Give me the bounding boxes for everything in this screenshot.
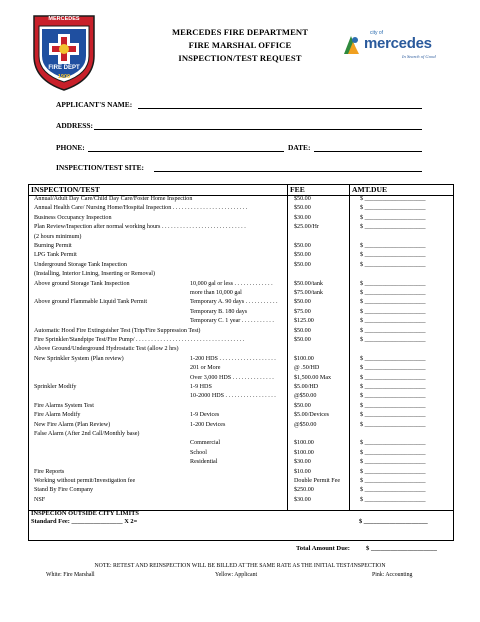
row-amount-field[interactable]: $ ____________________ xyxy=(360,421,426,428)
row-detail: 1-200 HDS . . . . . . . . . . . . . . . . . . . xyxy=(190,355,276,362)
row-description: Fire Sprinkler/Standpipe Test/Fire Pump/ . . . . . . . . . . . . . . . . . . . . . . . . . . . . . . . . . . . . xyxy=(34,337,245,343)
table-row xyxy=(34,242,454,252)
row-amount-field[interactable]: $ ____________________ xyxy=(360,384,426,390)
row-description: Annual/Adult Day Care/Child Day Care/Foster Home Inspection xyxy=(34,196,193,202)
table-row xyxy=(34,261,454,271)
row-fee: $50.00 xyxy=(294,205,311,212)
city-logo xyxy=(340,30,460,66)
row-detail: Temporary C. 1 year . . . . . . . . . . . xyxy=(190,318,274,325)
table-row xyxy=(34,195,454,205)
row-amount-field[interactable]: $ ____________________ xyxy=(360,224,426,231)
row-description: (2 hours minimum) xyxy=(34,233,82,240)
row-amount-field[interactable]: $ ____________________ xyxy=(360,496,426,503)
row-fee: $100.00 xyxy=(294,355,314,362)
applicant-field[interactable] xyxy=(138,108,422,109)
row-description: New Fire Alarm (Plan Review) xyxy=(34,421,111,428)
seal-text-bottom: FIRE DEPT xyxy=(48,65,80,71)
row-amount-field[interactable]: $ ____________________ xyxy=(360,459,426,466)
phone-label: PHONE: xyxy=(56,143,85,152)
row-description: Business Occupancy Inspection xyxy=(34,214,112,221)
city-emblem-icon xyxy=(340,32,362,56)
row-detail: 10-2000 HDS . . . . . . . . . . . . . . . . . xyxy=(190,393,276,400)
city-logo-small: city of xyxy=(370,30,384,36)
seal-text-top: MERCEDES xyxy=(48,16,80,22)
table-row xyxy=(34,289,454,299)
row-amount-field[interactable]: $ ____________________ xyxy=(360,393,426,400)
row-detail: 1-9 HDS xyxy=(190,384,212,390)
row-fee: $75.00/tank xyxy=(294,290,323,296)
row-amount-field[interactable]: $ ____________________ xyxy=(360,412,426,419)
row-description: Above ground Flammable Liquid Tank Permit xyxy=(34,299,148,306)
row-amount-field[interactable]: $ ____________________ xyxy=(360,478,426,484)
row-detail: 1-200 Devices xyxy=(190,421,226,428)
table-row xyxy=(34,392,454,402)
row-amount-field[interactable]: $ ____________________ xyxy=(360,252,426,259)
row-amount-field[interactable]: $ ____________________ xyxy=(360,261,426,268)
table-row xyxy=(34,345,454,355)
date-field[interactable] xyxy=(314,151,422,152)
table-row xyxy=(34,214,454,224)
row-description: NSF xyxy=(34,496,46,503)
table-row xyxy=(34,402,454,412)
row-description: Automatic Hood Fire Extinguisher Test (Trip/Fire Suppression Test) xyxy=(34,327,201,334)
row-description: Annual Health Care/ Nursing Home/Hospital Inspection . . . . . . . . . . . . . . . . . . . . . . . . . xyxy=(34,205,248,212)
row-amount-field[interactable]: $ ____________________ xyxy=(360,280,426,287)
row-detail: 1-9 Devices xyxy=(190,412,220,419)
table-row xyxy=(34,233,454,243)
row-description: New Sprinkler System (Plan review) xyxy=(34,355,124,362)
date-label: DATE: xyxy=(288,143,311,152)
table-row xyxy=(34,327,454,337)
copy-yellow: Yellow: Applicant xyxy=(215,572,258,578)
row-amount-field[interactable]: $ ____________________ xyxy=(360,290,426,296)
row-description: Burning Permit xyxy=(34,243,72,249)
table-row xyxy=(34,383,454,393)
row-fee: $100.00 xyxy=(294,440,314,447)
row-description: Underground Storage Tank Inspection xyxy=(34,261,127,268)
row-fee: $5.00/Devices xyxy=(294,412,330,419)
table-row xyxy=(34,223,454,233)
row-amount-field[interactable]: $ ____________________ xyxy=(360,468,426,475)
row-fee: $25.00/Hr xyxy=(294,224,319,231)
row-fee: $75.00 xyxy=(294,308,311,315)
table-row xyxy=(34,336,454,346)
row-amount-field[interactable]: $ ____________________ xyxy=(360,337,426,343)
row-fee: $50.00 xyxy=(294,337,311,343)
table-row xyxy=(34,251,454,261)
row-fee: $30.00 xyxy=(294,214,311,221)
row-detail: Over 3,000 HDS . . . . . . . . . . . . . . xyxy=(190,374,274,381)
row-fee: $50.00 xyxy=(294,299,311,306)
row-amount-field[interactable]: $ ____________________ xyxy=(360,440,426,447)
table-row xyxy=(34,298,454,308)
row-detail: Temporary B. 180 days xyxy=(190,308,248,315)
row-amount-field[interactable]: $ ____________________ xyxy=(360,402,426,409)
row-description: Fire Alarm Modify xyxy=(34,412,81,419)
row-description: Sprinkler Modify xyxy=(34,384,77,390)
row-description: Stand By Fire Company xyxy=(34,487,94,494)
table-row xyxy=(34,374,454,384)
copy-pink: Pink: Accounting xyxy=(372,572,413,578)
address-field[interactable] xyxy=(94,129,422,130)
table-row xyxy=(34,496,454,506)
table-row xyxy=(34,421,454,431)
table-row xyxy=(34,270,454,280)
row-description: Above ground Storage Tank Inspection xyxy=(34,280,130,287)
applicant-label: APPLICANT'S NAME: xyxy=(56,100,133,109)
row-detail: Temporary A. 90 days . . . . . . . . . . . xyxy=(190,299,278,306)
row-description: False Alarm (After 2nd Call/Monthly base) xyxy=(34,431,140,437)
row-amount-field[interactable]: $ ____________________ xyxy=(360,196,426,202)
row-fee: $50.00/tank xyxy=(294,280,323,287)
row-fee: $50.00 xyxy=(294,402,311,409)
row-detail: more than 10,000 gal xyxy=(190,290,242,296)
row-fee: $100.00 xyxy=(294,449,314,456)
city-logo-name: mercedes xyxy=(364,35,432,52)
column-header-inspection: INSPECTION/TEST xyxy=(31,184,100,194)
row-description: (Installing, Interior Lining, Inserting or Removal) xyxy=(34,271,156,278)
table-row xyxy=(34,468,454,478)
city-logo-tagline: In Search of Good xyxy=(402,54,436,59)
table-row xyxy=(34,355,454,365)
table-row xyxy=(34,411,454,421)
row-amount-field[interactable]: $ ____________________ xyxy=(360,327,426,334)
row-fee: @$50.00 xyxy=(294,421,317,428)
row-amount-field[interactable]: $ ____________________ xyxy=(360,365,426,372)
row-description: Working without permit/Investigation fee xyxy=(34,478,136,484)
row-amount-field[interactable]: $ ____________________ xyxy=(360,243,426,249)
table-row xyxy=(34,364,454,374)
row-amount-field[interactable]: $ ____________________ xyxy=(360,308,426,315)
row-detail: 10,000 gal or less . . . . . . . . . . . . . xyxy=(190,280,273,287)
fire-department-seal xyxy=(28,10,100,92)
row-fee: $250.00 xyxy=(294,487,314,494)
row-description: Fire Alarms System Test xyxy=(34,402,94,409)
form-title: INSPECTION/TEST REQUEST xyxy=(178,53,302,63)
row-fee: Double Permit Fee xyxy=(294,478,341,484)
row-fee: $30.00 xyxy=(294,496,311,503)
standard-fee-amount[interactable]: $ ____________________ xyxy=(359,518,428,525)
copy-white: White: Fire Marshall xyxy=(46,572,95,578)
office-title: FIRE MARSHAL OFFICE xyxy=(188,40,292,50)
department-title: MERCEDES FIRE DEPARTMENT xyxy=(171,27,309,37)
table-row xyxy=(34,477,454,487)
row-detail: School xyxy=(190,449,207,456)
row-amount-field[interactable]: $ ____________________ xyxy=(360,487,426,494)
row-fee: $50.00 xyxy=(294,327,311,334)
table-row xyxy=(34,486,454,496)
table-row xyxy=(34,204,454,214)
address-label: ADDRESS: xyxy=(56,121,93,130)
table-row xyxy=(34,449,454,459)
phone-field[interactable] xyxy=(88,151,284,152)
row-fee: $50.00 xyxy=(294,261,311,268)
row-description: LPG Tank Permit xyxy=(34,252,77,259)
row-detail: 201 or More xyxy=(190,365,221,372)
total-amount-field[interactable]: $ ____________________ xyxy=(366,545,437,552)
table-row xyxy=(34,430,454,440)
row-fee: @ .50/HD xyxy=(294,365,320,372)
row-fee: $1,500.00 Max xyxy=(294,374,332,381)
row-detail: Commercial xyxy=(190,440,221,447)
row-amount-field[interactable]: $ ____________________ xyxy=(360,374,426,381)
standard-fee-line[interactable]: Standard Fee: ________________ X 2= xyxy=(31,518,138,525)
seal-year: 1909 xyxy=(57,74,71,80)
row-fee: $50.00 xyxy=(294,252,311,259)
column-header-fee: FEE xyxy=(290,184,305,194)
row-amount-field[interactable]: $ ____________________ xyxy=(360,318,426,325)
site-field[interactable] xyxy=(154,171,422,172)
table-row xyxy=(34,317,454,327)
row-fee: @$50.00 xyxy=(294,393,317,400)
total-label: Total Amount Due: xyxy=(296,545,350,552)
table-row xyxy=(34,308,454,318)
row-detail: Residential xyxy=(190,459,218,466)
table-row xyxy=(34,280,454,290)
row-amount-field[interactable]: $ ____________________ xyxy=(360,214,426,221)
row-description: Plan Review/Inspection after normal working hours . . . . . . . . . . . . . . . . . . . . . . . . . . . . xyxy=(34,224,246,231)
row-fee: $125.00 xyxy=(294,318,314,325)
row-fee: $50.00 xyxy=(294,243,311,249)
column-header-amount: AMT.DUE xyxy=(352,184,388,194)
row-fee: $30.00 xyxy=(294,459,311,466)
table-row xyxy=(34,439,454,449)
row-amount-field[interactable]: $ ____________________ xyxy=(360,205,426,212)
row-fee: $50.00 xyxy=(294,196,311,202)
row-description: Above Ground/Underground Hydrostatic Test (allow 2 hrs) xyxy=(34,346,179,353)
row-amount-field[interactable]: $ ____________________ xyxy=(360,449,426,456)
row-amount-field[interactable]: $ ____________________ xyxy=(360,299,426,306)
table-row xyxy=(34,458,454,468)
site-label: INSPECTION/TEST SITE: xyxy=(56,163,144,172)
row-description: Fire Reports xyxy=(34,468,65,475)
row-fee: $10.00 xyxy=(294,468,311,475)
retest-note: NOTE: RETEST AND REINSPECTION WILL BE BILLED AT THE SAME RATE AS THE INITIAL TEST/INSPECTION xyxy=(94,563,386,569)
row-amount-field[interactable]: $ ____________________ xyxy=(360,355,426,362)
row-fee: $5.00/HD xyxy=(294,384,319,390)
outside-city-title: INSPECION OUTSIDE CITY LIMITS xyxy=(31,510,139,517)
